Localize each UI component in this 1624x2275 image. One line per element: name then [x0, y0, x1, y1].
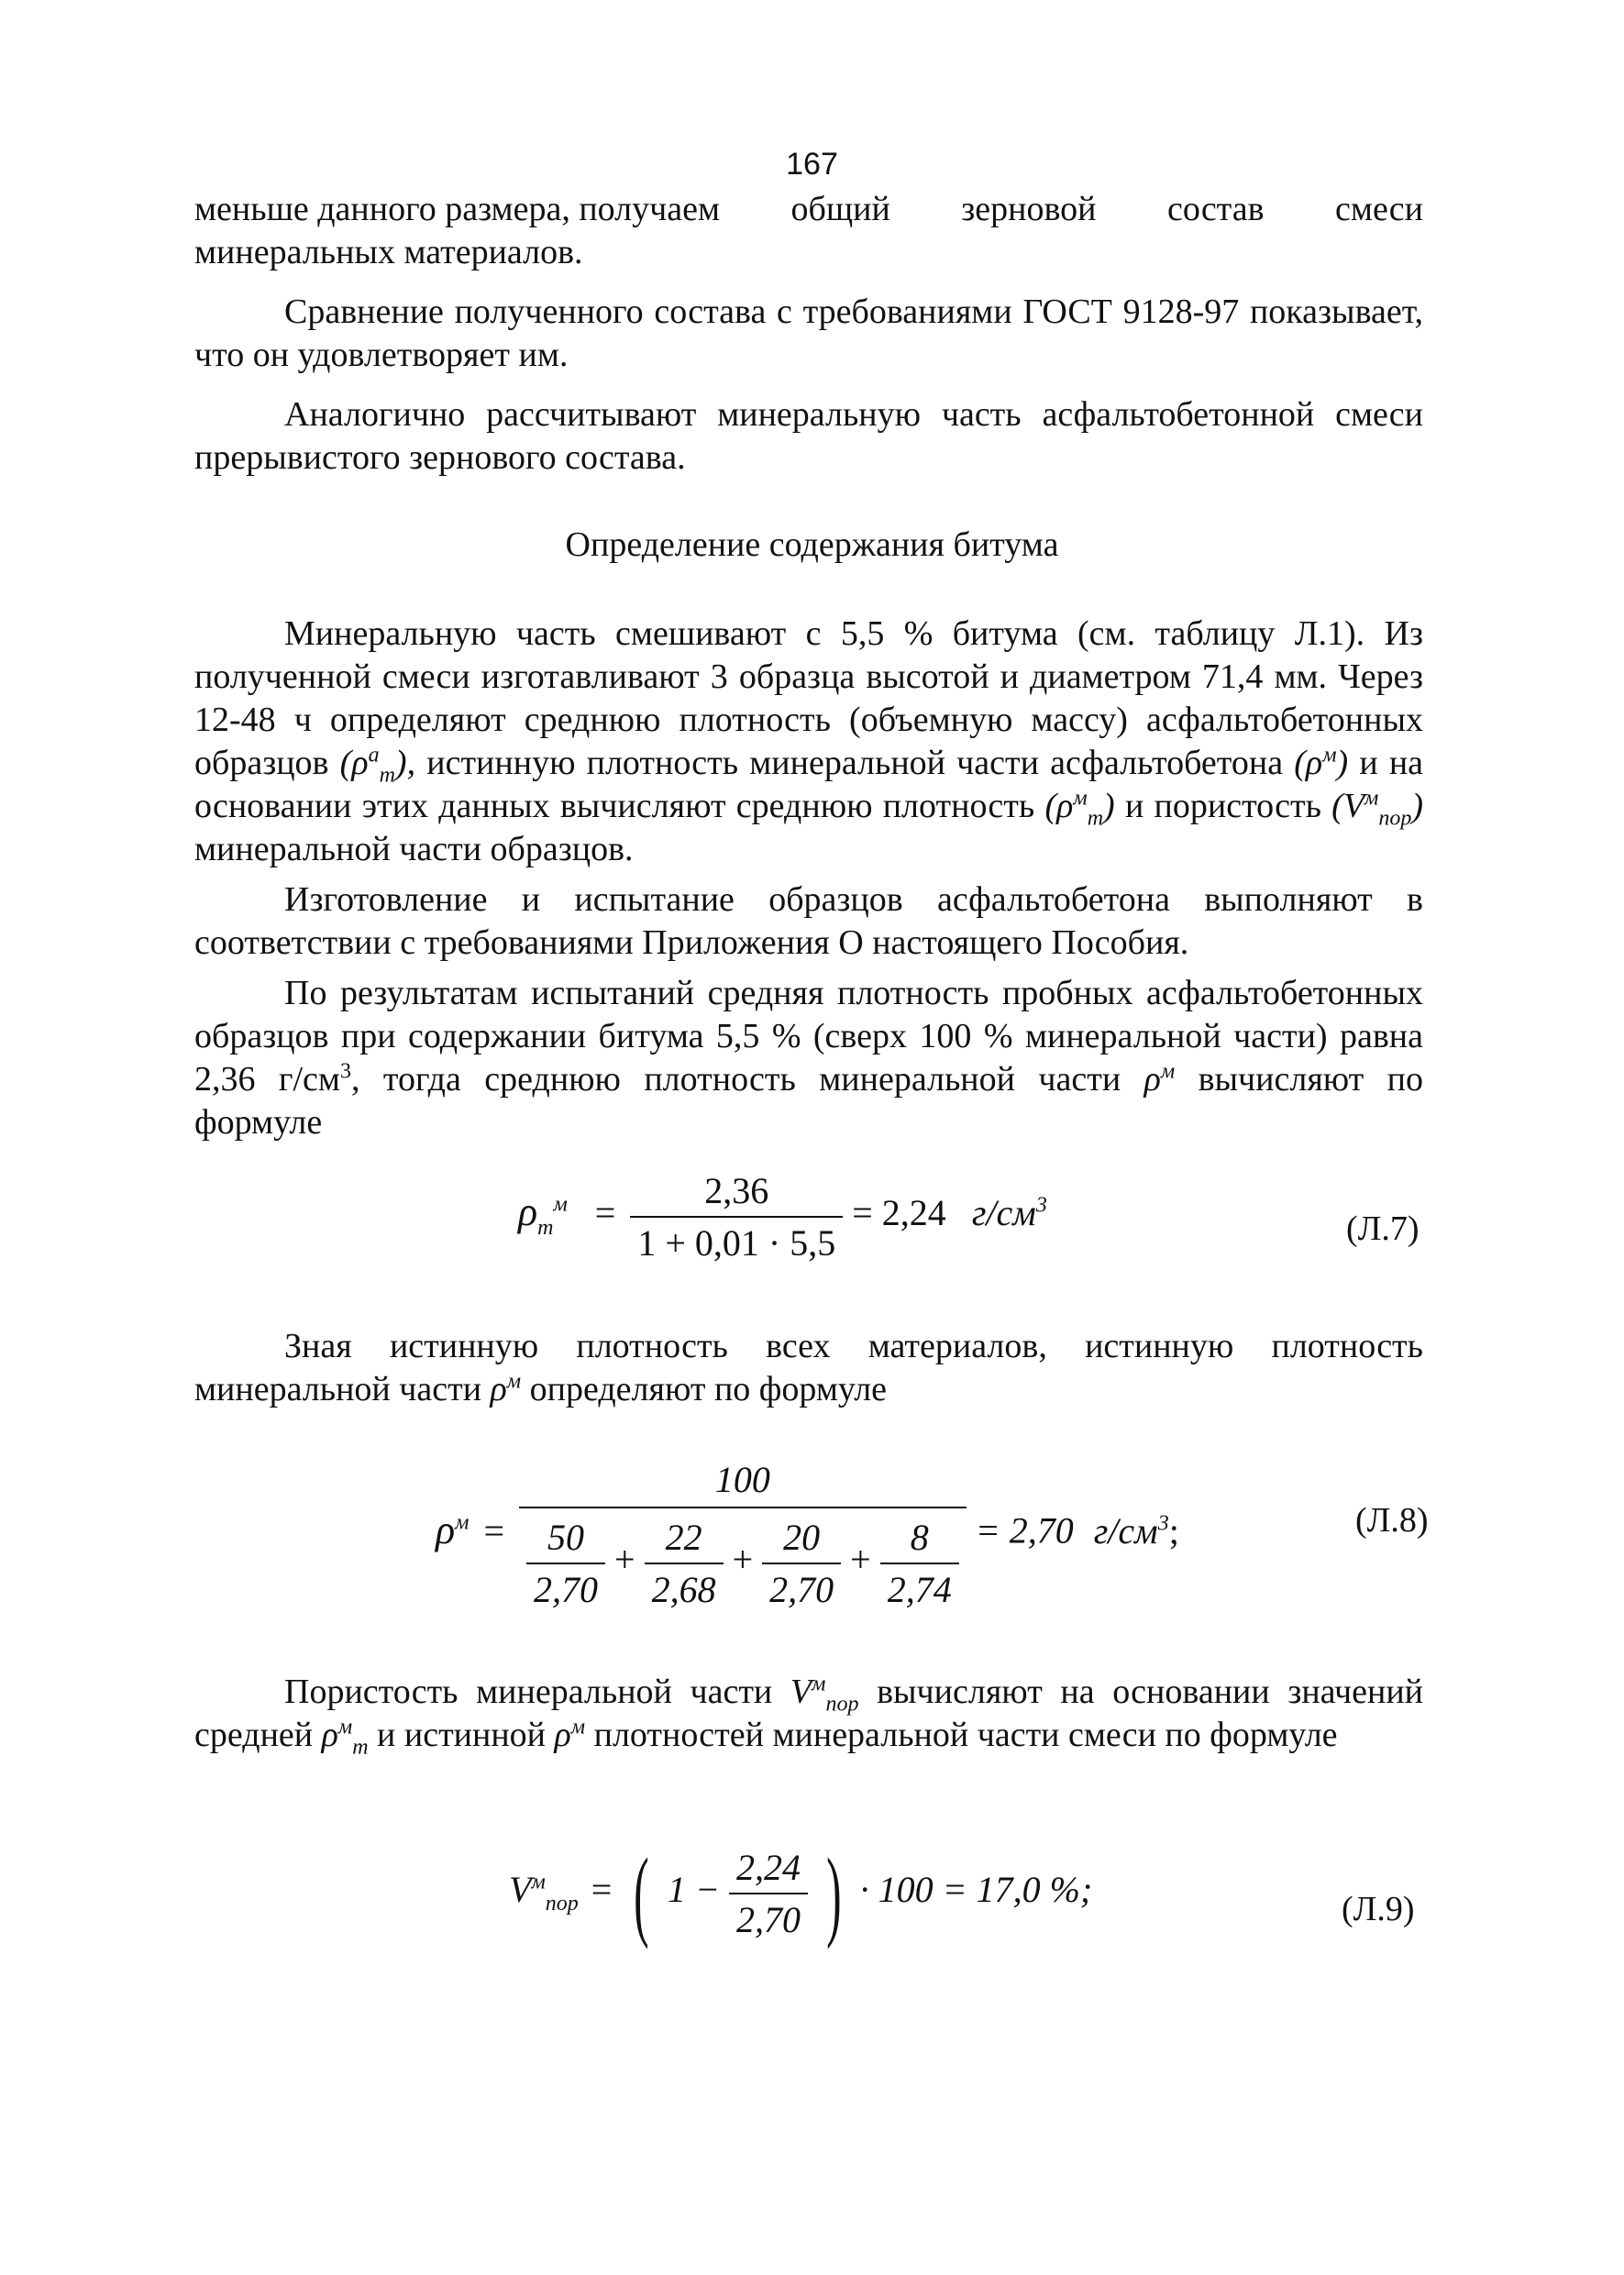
- equation-number-L8: (Л.8): [1355, 1501, 1429, 1540]
- formula-L9-lhs: $V^м_{пор}$: [509, 1869, 579, 1916]
- equation-number-L9: (Л.9): [1342, 1890, 1415, 1928]
- formula-L8-term-2: $\frac{22}{2,68}$: [645, 1516, 724, 1611]
- formula-L7-fraction: $\frac{2,36}{1 + 0,01 \cdot 5,5}$: [630, 1169, 843, 1265]
- formula-L9-fraction: $\frac{2,24}{2,70}$: [729, 1846, 808, 1941]
- formula-L8: $\rho^м$ = 100 $\frac{50}{2,70}$ + $\frac{22}{2,68}$ + $\frac{20}{2,70}$ + $\frac{8}{2,74}$ = 2,70 $г/см^3$;: [436, 1459, 1179, 1610]
- section-heading: Определение содержания битума: [565, 525, 1059, 564]
- formula-L8-term-1: $\frac{50}{2,70}$: [526, 1516, 605, 1611]
- paragraph-gost: Сравнение полученного состава с требованиями ГОСТ 9128-97 показывает, что он удовлетворяет им.: [194, 293, 1423, 374]
- formula-L8-unit: $г/см^3$;: [1093, 1509, 1179, 1552]
- paragraph-results: По результатам испытаний средняя плотность пробных асфальтобетонных образцов при содержании битума 5,5 % (сверх 100 % минеральной части) равна 2,36 $г/см^3$, тогда среднюю плотность минеральной части $\rho^м$ вычисляют по формуле: [194, 974, 1424, 1142]
- symbol-rho-m-inline: $\rho^м$: [1143, 1059, 1176, 1099]
- formula-L8-term-4: $\frac{8}{2,74}$: [880, 1516, 959, 1611]
- body-block: [194, 613, 1423, 1144]
- paragraph-mixing: Минеральную часть смешивают с 5,5 % битума (см. таблицу Л.1). Из полученной смеси изготавливают 3 образца высотой и диаметром 71,4 мм. Через 12-48 ч определяют среднюю плотность (объемную массу) асфальтобетонных образцов $(\rho^a_m)$, истинную плотность минеральной части асфальтобетона $(\rho^м)$ и на основании этих данных вычисляют среднюю плотность $(\rho^м_m)$ и пористость $(V^м_{пор})$ минеральной части образцов.: [194, 614, 1424, 868]
- symbol-v-por: $(V^м_{пор})$: [1331, 786, 1424, 831]
- formula-L8-lhs: $\rho^м$: [436, 1507, 470, 1552]
- intro-line-2: минеральных материалов.: [194, 233, 583, 271]
- equation-number-L7: (Л.7): [1346, 1209, 1420, 1248]
- formula-L8-denominator: $\frac{50}{2,70}$ + $\frac{22}{2,68}$ + $\frac{20}{2,70}$ + $\frac{8}{2,74}$: [519, 1508, 967, 1611]
- formula-L8-term-3: $\frac{20}{2,70}$: [762, 1516, 841, 1611]
- paragraph-samples: Изготовление и испытание образцов асфальтобетона выполняют в соответствии с требованиями Приложения О настоящего Пособия.: [194, 880, 1423, 962]
- symbol-rho-m-true: $\rho^м$: [490, 1369, 522, 1408]
- symbol-rho-m: $(\rho^м)$: [1294, 743, 1349, 782]
- intro-block: [194, 188, 1423, 480]
- paragraph-true-density: Зная истинную плотность всех материалов, истинную плотность минеральной части $\rho^м$ определяют по формуле: [194, 1327, 1423, 1408]
- symbol-rho-a-m: $(\rho^a_m)$,: [339, 743, 416, 788]
- symbol-rho-m-true-2: $\rho^м$: [554, 1715, 586, 1754]
- paragraph-analog: Аналогично рассчитывают минеральную часть асфальтобетонной смеси прерывистого зернового состава.: [194, 395, 1423, 477]
- formula-L9: $V^м_{пор}$ = ( 1 − $\frac{2,24}{2,70}$ ) · 100 = 17,0 %;: [509, 1838, 1093, 1949]
- formula-L7: $\rho_m^м$ = $\frac{2,36}{1 + 0,01 \cdot 5,5}$ = 2,24 $г/см^3$: [518, 1170, 1047, 1264]
- symbol-rho-m-m: $(\rho^м_m)$: [1044, 786, 1115, 831]
- symbol-v-por-inline: $V^м_{пор}$: [790, 1672, 859, 1717]
- paragraph-porosity: Пористость минеральной части $V^м_{пор}$ вычисляют на основании значений средней $\rho^м_m$ и истинной $\rho^м$ плотностей минеральной части смеси по формуле: [194, 1672, 1423, 1760]
- symbol-rho-m-mean: $\rho^м_m$: [321, 1715, 369, 1760]
- formula-L7-unit: $г/см^3$: [971, 1192, 1047, 1234]
- intro-line-1: меньше данного размера, получаем общий зерновой состав смеси: [194, 190, 1423, 228]
- formula-L7-lhs: $\rho_m^м$: [518, 1189, 568, 1240]
- formula-L8-fraction: 100 $\frac{50}{2,70}$ + $\frac{22}{2,68}$ + $\frac{20}{2,70}$ + $\frac{8}{2,74}$: [519, 1458, 967, 1611]
- page-number: 167: [786, 147, 838, 182]
